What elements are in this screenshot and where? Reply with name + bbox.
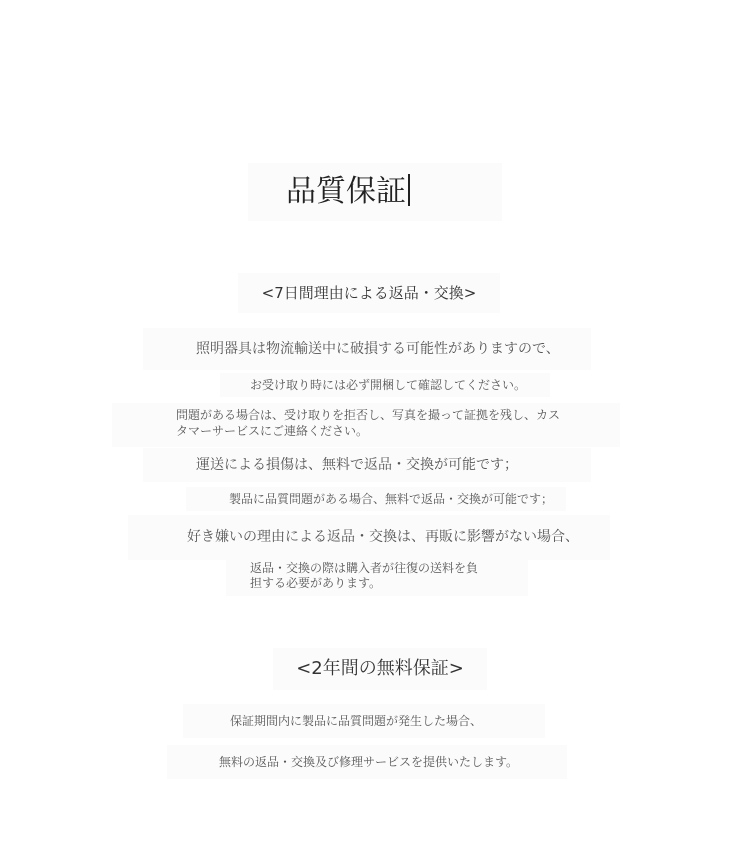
- return-policy-line-6: 好き嫌いの理由による返品・交換は、再販に影響がない場合、: [128, 515, 610, 560]
- warranty-line-2: 無料の返品・交換及び修理サービスを提供いたします。: [167, 745, 567, 779]
- page-title-text: 品質保証: [286, 174, 406, 209]
- return-policy-line-4: 運送による損傷は、無料で返品・交換が可能です；: [143, 448, 591, 482]
- return-policy-line-2: お受け取り時には必ず開梱して確認してください。: [220, 373, 550, 397]
- warranty-heading: <2年間の無料保証>: [273, 648, 487, 690]
- return-policy-line-3a: 問題がある場合は、受け取りを拒否し、写真を撮って証拠を残し、カス: [176, 408, 561, 422]
- return-policy-line-7a: 返品・交換の際は購入者が往復の送料を負: [250, 561, 479, 575]
- return-policy-line-7: [226, 558, 528, 596]
- page-title: [248, 163, 502, 221]
- return-policy-line-7b: 担する必要があります。: [250, 576, 382, 590]
- return-policy-line-3: [112, 403, 620, 447]
- return-policy-line-5: 製品に品質問題がある場合、無料で返品・交換が可能です；: [186, 487, 566, 511]
- return-policy-heading: <7日間理由による返品・交換>: [238, 273, 500, 313]
- warranty-line-1: 保証期間内に製品に品質問題が発生した場合、: [183, 704, 545, 738]
- text-cursor: [408, 174, 410, 206]
- return-policy-line-1: 照明器具は物流輸送中に破損する可能性がありますので、: [143, 328, 591, 370]
- return-policy-line-3b: タマーサービスにご連絡ください。: [176, 424, 369, 438]
